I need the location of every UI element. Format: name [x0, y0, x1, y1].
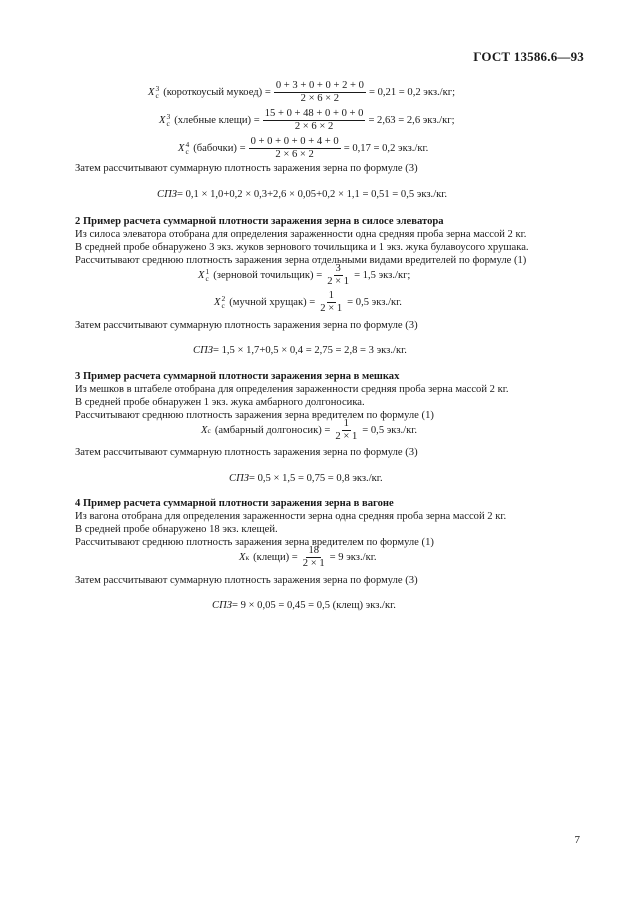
fraction: $\frac{0 + 0 + 0 + 0 + 4 + 0}{2 \times 6 \times 2}$: [250, 136, 339, 161]
equation-grain-borer: X 1 с (зерновой точильщик) = $\frac{3}{2 \times 1}$ = 1,5 экз./кг;: [198, 263, 411, 288]
section-heading-4: 4 Пример расчета суммарной плотности заражения зерна в вагоне: [75, 498, 394, 509]
paragraph: Затем рассчитывают суммарную плотность заражения зерна по формуле (3): [75, 320, 418, 331]
paragraph: В средней пробе обнаружен 1 экз. жука амбарного долгоносика.: [75, 397, 365, 408]
equation-moths: X 4 с (бабочки) = $\frac{0 + 0 + 0 + 0 + 4 + 0}{2 \times 6 \times 2}$ = 0,17 = 0,2 экз./кг.: [178, 136, 429, 161]
paragraph: Затем рассчитывают суммарную плотность заражения зерна по формуле (3): [75, 575, 418, 586]
eq-label: (мучной хрущак) =: [229, 297, 316, 309]
eq-result: = 9 экз./кг.: [329, 552, 377, 564]
paragraph: Затем рассчитывают суммарную плотность заражения зерна по формуле (3): [75, 447, 418, 458]
eq-label: (амбарный долгоносик) =: [214, 425, 331, 437]
eq-result: = 1,5 экз./кг;: [354, 270, 411, 282]
equation-flour-beetle: X 2 с (мучной хрущак) = $\frac{1}{2 \times 1}$ = 0,5 экз./кг.: [214, 290, 402, 315]
equation-short-horned-beetle: X 3 с (короткоусый мукоед) = $\frac{0 + 3 + 0 + 0 + 2 + 0}{2 \times 6 \times 2}$ = 0,21 = 0,2 экз./кг;: [148, 80, 456, 105]
fraction: $\frac{1}{2 \times 1}$: [335, 418, 358, 443]
eq-result: = 2,63 = 2,6 экз./кг;: [368, 115, 455, 127]
paragraph: Из мешков в штабеле отобрана для определения зараженности средняя проба зерна массой 2 кг.: [75, 384, 509, 395]
paragraph: Рассчитывают среднюю плотность заражения зерна отдельными видами вредителей по формуле (1): [75, 255, 527, 266]
spz-formula-2: СПЗ = 1,5 × 1,7+0,5 × 0,4 = 2,75 = 2,8 = 3 экз./кг.: [193, 345, 407, 356]
eq-result: = 0,21 = 0,2 экз./кг;: [368, 87, 456, 99]
paragraph: Из силоса элеватора отобрана для определения зараженности одна средняя проба зерна массой 2 кг.: [75, 229, 527, 240]
fraction: $\frac{3}{2 \times 1}$: [327, 263, 350, 288]
fraction: $\frac{1}{2 \times 1}$: [320, 290, 343, 315]
fraction: $\frac{18}{2 \times 1}$: [302, 545, 325, 570]
fraction: $\frac{0 + 3 + 0 + 0 + 2 + 0}{2 \times 6 \times 2}$: [275, 80, 364, 105]
paragraph: Затем рассчитывают суммарную плотность заражения зерна по формуле (3): [75, 163, 418, 174]
paragraph: Из вагона отобрана для определения зараженности зерна одна средняя проба зерна массой 2 кг.: [75, 511, 507, 522]
eq-label: (хлебные клещи) =: [174, 115, 260, 127]
document-header: ГОСТ 13586.6—93: [473, 49, 584, 64]
page-number: 7: [574, 834, 580, 846]
eq-label: (клещи) =: [253, 552, 298, 564]
spz-formula-4: СПЗ = 9 × 0,05 = 0,45 = 0,5 (клещ) экз./кг.: [212, 600, 396, 611]
eq-label: (зерновой точильщик) =: [213, 270, 323, 282]
spz-formula-1: СПЗ = 0,1 × 1,0+0,2 × 0,3+2,6 × 0,05+0,2 × 1,1 = 0,51 = 0,5 экз./кг.: [157, 189, 448, 200]
eq-label: (бабочки) =: [193, 143, 246, 155]
equation-mites: X к (клещи) = $\frac{18}{2 \times 1}$ = 9 экз./кг.: [239, 545, 377, 570]
eq-result: = 0,17 = 0,2 экз./кг.: [343, 143, 429, 155]
paragraph: Рассчитывают среднюю плотность заражения зерна вредителем по формуле (1): [75, 537, 434, 548]
eq-result: = 0,5 экз./кг.: [347, 297, 402, 309]
section-heading-2: 2 Пример расчета суммарной плотности заражения зерна в силосе элеватора: [75, 216, 444, 227]
var-x: X: [148, 87, 155, 99]
paragraph: Рассчитывают среднюю плотность заражения зерна вредителем по формуле (1): [75, 410, 434, 421]
paragraph: В средней пробе обнаружено 3 экз. жуков зернового точильщика и 1 экз. жука булавоусого хрушака.: [75, 242, 529, 253]
section-heading-3: 3 Пример расчета суммарной плотности заражения зерна в мешках: [75, 371, 400, 382]
paragraph: В средней пробе обнаружено 18 экз. клещей.: [75, 524, 278, 535]
eq-result: = 0,5 экз./кг.: [362, 425, 418, 437]
eq-label: (короткоусый мукоед) =: [163, 87, 271, 99]
equation-granary-weevil: X с (амбарный долгоносик) = $\frac{1}{2 \times 1}$ = 0,5 экз./кг.: [201, 418, 418, 443]
equation-grain-mites: X 3 с (хлебные клещи) = $\frac{15 + 0 + 48 + 0 + 0 + 0}{2 \times 6 \times 2}$ = 2,63 = 2,6 экз./кг;: [159, 108, 455, 133]
spz-formula-3: СПЗ = 0,5 × 1,5 = 0,75 = 0,8 экз./кг.: [229, 473, 383, 484]
fraction: $\frac{15 + 0 + 48 + 0 + 0 + 0}{2 \times 6 \times 2}$: [264, 108, 364, 133]
